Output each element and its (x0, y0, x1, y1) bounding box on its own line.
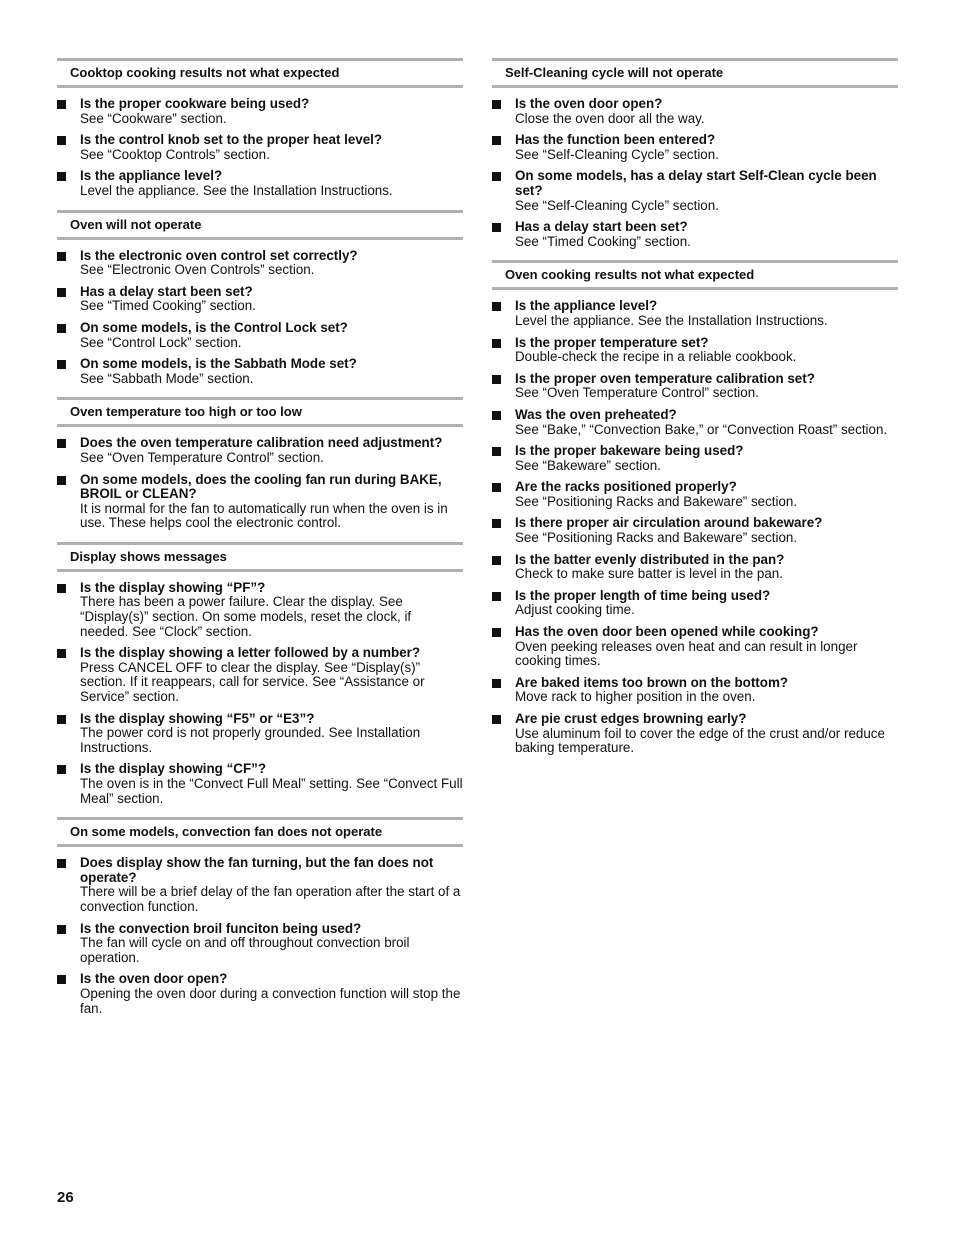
answer-text: Double-check the recipe in a reliable cookbook. (515, 349, 797, 365)
question-text: Are baked items too brown on the bottom? (515, 674, 789, 690)
list-item (57, 473, 463, 531)
list-item (492, 408, 898, 437)
question-text: Has a delay start been set? (515, 219, 688, 235)
section-heading: Oven temperature too high or too low (57, 397, 463, 427)
list-item (57, 285, 463, 314)
question-text: Does the oven temperature calibration need adjustment? (80, 435, 443, 451)
square-bullet-icon (57, 925, 66, 934)
square-bullet-icon (492, 339, 501, 348)
square-bullet-icon (492, 715, 501, 724)
square-bullet-icon (57, 476, 66, 485)
question-text: Is the control knob set to the proper heat level? (80, 132, 383, 148)
list-item (492, 516, 898, 545)
answer-text: See “Control Lock” section. (80, 334, 242, 350)
answer-text: See “Self-Cleaning Cycle” section. (515, 146, 719, 162)
square-bullet-icon (57, 288, 66, 297)
list-item (492, 299, 898, 328)
question-text: Is the display showing “PF”? (80, 579, 266, 595)
answer-text: Close the oven door all the way. (515, 110, 705, 126)
answer-text: Opening the oven door during a convection function will stop the fan. (80, 985, 461, 1016)
square-bullet-icon (57, 324, 66, 333)
list-item (57, 712, 463, 756)
question-text: Is the appliance level? (80, 168, 223, 184)
section-heading: Display shows messages (57, 542, 463, 572)
list-item (57, 762, 463, 806)
answer-text: See “Bakeware” section. (515, 457, 661, 473)
answer-text: Level the appliance. See the Installation Instructions. (80, 182, 393, 198)
question-text: Is the proper oven temperature calibration set? (515, 370, 815, 386)
list-item (492, 676, 898, 705)
square-bullet-icon (492, 447, 501, 456)
question-text: On some models, does the cooling fan run during BAKE, BROIL or CLEAN? (80, 471, 442, 502)
question-text: Are pie crust edges browning early? (515, 711, 747, 726)
list-item (492, 220, 898, 249)
square-bullet-icon (492, 375, 501, 384)
question-text: Is the display showing a letter followed by a number? (80, 645, 421, 661)
section-heading: Self-Cleaning cycle will not operate (492, 58, 898, 88)
question-text: Is the proper cookware being used? (80, 96, 310, 111)
list-item (57, 581, 463, 639)
list-item (57, 97, 463, 126)
square-bullet-icon (57, 584, 66, 593)
answer-text: See “Cookware” section. (80, 110, 227, 126)
question-text: Has a delay start been set? (80, 283, 253, 299)
square-bullet-icon (57, 172, 66, 181)
question-text: Has the oven door been opened while cooking? (515, 624, 819, 640)
question-text: Is the display showing “F5” or “E3”? (80, 710, 315, 726)
section-heading: On some models, convection fan does not operate (57, 817, 463, 847)
list-item (492, 169, 898, 213)
question-text: Does display show the fan turning, but the fan does not operate? (80, 855, 434, 885)
list-item (57, 169, 463, 198)
section-heading: Cooktop cooking results not what expected (57, 58, 463, 88)
troubleshooting-section (492, 260, 898, 755)
section-heading: Oven cooking results not what expected (492, 260, 898, 290)
square-bullet-icon (492, 679, 501, 688)
list-item (492, 336, 898, 365)
square-bullet-icon (492, 628, 501, 637)
answer-text: Use aluminum foil to cover the edge of the crust and/or reduce baking temperature. (515, 725, 885, 756)
question-text: On some models, is the Control Lock set? (80, 319, 348, 335)
list-item (492, 372, 898, 401)
question-text: Is the convection broil funciton being used? (80, 920, 362, 936)
answer-text: See “Oven Temperature Control” section. (80, 449, 324, 465)
list-item (57, 249, 463, 278)
list-item (57, 436, 463, 465)
square-bullet-icon (57, 765, 66, 774)
question-text: Are the racks positioned properly? (515, 479, 737, 495)
square-bullet-icon (492, 519, 501, 528)
answer-text: See “Positioning Racks and Bakeware” section. (515, 530, 798, 546)
square-bullet-icon (492, 136, 501, 145)
square-bullet-icon (57, 439, 66, 448)
answer-text: See “Bake,” “Convection Bake,” or “Convection Roast” section. (515, 421, 888, 437)
list-item (57, 972, 463, 1016)
list-item (492, 133, 898, 162)
list-item (57, 133, 463, 162)
answer-text: There will be a brief delay of the fan operation after the start of a convection function. (80, 884, 461, 914)
square-bullet-icon (57, 100, 66, 109)
troubleshooting-section (492, 58, 898, 249)
answer-text: There has been a power failure. Clear the display. See “Display(s)” section. On some models, reset the clock, if needed. See “Clock” section. (80, 594, 412, 639)
list-item (492, 589, 898, 618)
question-text: Is the proper length of time being used? (515, 587, 771, 603)
square-bullet-icon (492, 556, 501, 565)
section-heading: Oven will not operate (57, 210, 463, 240)
answer-text: Adjust cooking time. (515, 602, 635, 618)
list-item (492, 553, 898, 582)
question-text: Is the appliance level? (515, 298, 658, 314)
question-text: Is the electronic oven control set correctly? (80, 247, 358, 263)
list-item (57, 856, 463, 914)
list-item (57, 646, 463, 704)
question-text: Is the batter evenly distributed in the pan? (515, 551, 785, 567)
answer-text: See “Timed Cooking” section. (80, 298, 256, 314)
question-text: Is the oven door open? (80, 971, 228, 987)
troubleshooting-section (57, 542, 463, 806)
answer-text: See “Cooktop Controls” section. (80, 146, 270, 162)
question-text: On some models, is the Sabbath Mode set? (80, 356, 357, 372)
list-item (492, 712, 898, 756)
answer-text: The fan will cycle on and off throughout convection broil operation. (80, 935, 410, 965)
list-item (57, 321, 463, 350)
square-bullet-icon (492, 592, 501, 601)
answer-text: See “Oven Temperature Control” section. (515, 385, 759, 401)
answer-text: Oven peeking releases oven heat and can result in longer cooking times. (515, 638, 858, 669)
square-bullet-icon (57, 975, 66, 984)
right-column (492, 58, 898, 767)
list-item (57, 922, 463, 966)
troubleshooting-section (57, 397, 463, 531)
list-item (492, 97, 898, 126)
square-bullet-icon (492, 172, 501, 181)
answer-text: See “Self-Cleaning Cycle” section. (515, 197, 719, 213)
square-bullet-icon (57, 252, 66, 261)
left-column (57, 58, 463, 1027)
question-text: Is the proper bakeware being used? (515, 443, 744, 459)
square-bullet-icon (57, 715, 66, 724)
square-bullet-icon (57, 360, 66, 369)
square-bullet-icon (57, 859, 66, 868)
question-text: Is the proper temperature set? (515, 334, 709, 350)
answer-text: Move rack to higher position in the oven. (515, 689, 756, 705)
square-bullet-icon (492, 100, 501, 109)
answer-text: See “Electronic Oven Controls” section. (80, 262, 315, 278)
square-bullet-icon (492, 411, 501, 420)
question-text: Is the oven door open? (515, 96, 663, 111)
answer-text: Check to make sure batter is level in the pan. (515, 566, 783, 582)
page-number: 26 (57, 1189, 74, 1206)
question-text: Was the oven preheated? (515, 406, 677, 422)
answer-text: The power cord is not properly grounded. See Installation Instructions. (80, 725, 421, 755)
list-item (492, 444, 898, 473)
troubleshooting-section (57, 210, 463, 387)
list-item (492, 625, 898, 669)
list-item (57, 357, 463, 386)
question-text: On some models, has a delay start Self-Clean cycle been set? (515, 168, 877, 198)
square-bullet-icon (57, 649, 66, 658)
square-bullet-icon (492, 223, 501, 232)
question-text: Is there proper air circulation around bakeware? (515, 515, 823, 531)
troubleshooting-section (57, 58, 463, 199)
answer-text: The oven is in the “Convect Full Meal” setting. See “Convect Full Meal” section. (80, 776, 463, 806)
question-text: Is the display showing “CF”? (80, 761, 266, 777)
answer-text: See “Timed Cooking” section. (515, 233, 691, 249)
answer-text: Press CANCEL OFF to clear the display. See “Display(s)” section. If it reappears, call for service. See “Assistance or Service” section. (80, 659, 425, 705)
answer-text: It is normal for the fan to automatically run when the oven is in use. These helps cool the electronic control. (80, 500, 448, 531)
troubleshooting-section (57, 817, 463, 1016)
square-bullet-icon (492, 483, 501, 492)
square-bullet-icon (57, 136, 66, 145)
square-bullet-icon (492, 302, 501, 311)
answer-text: See “Positioning Racks and Bakeware” section. (515, 493, 798, 509)
answer-text: See “Sabbath Mode” section. (80, 370, 254, 386)
answer-text: Level the appliance. See the Installation Instructions. (515, 312, 828, 328)
question-text: Has the function been entered? (515, 132, 716, 148)
list-item (492, 480, 898, 509)
